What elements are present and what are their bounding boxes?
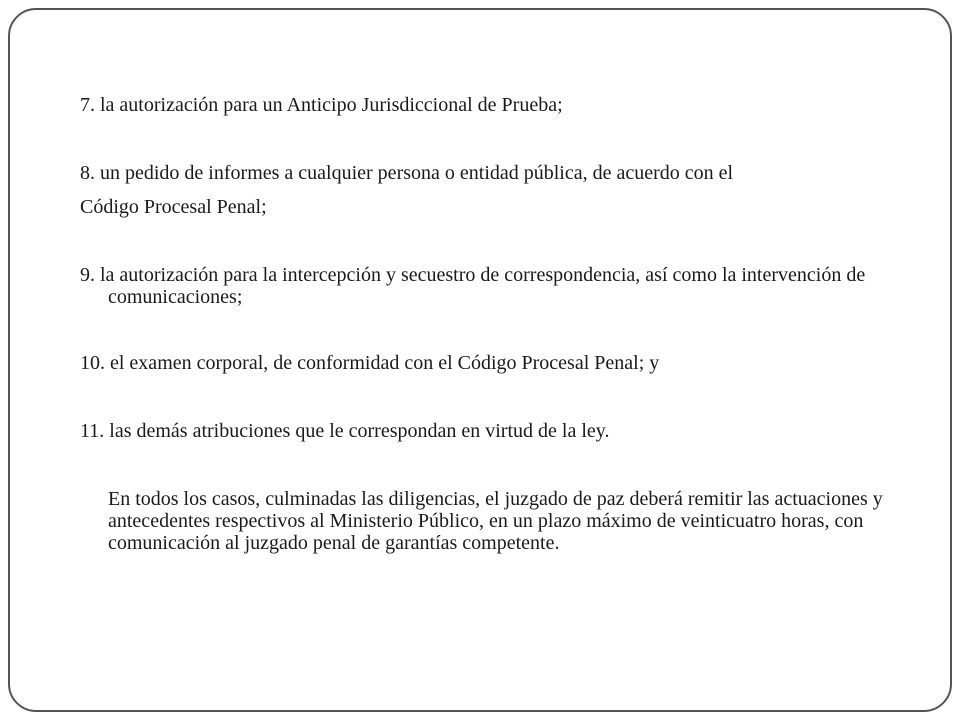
closing-paragraph: En todos los casos, culminadas las diligencias, el juzgado de paz deberá remitir las actuaciones y antecedentes respectivos al Ministerio Público, en un plazo máximo de veinticuatro horas, con comunicación al juzgado penal de garantías competente. <box>108 488 883 554</box>
list-item-10: 10. el examen corporal, de conformidad con el Código Procesal Penal; y <box>80 352 660 374</box>
list-item-9: 9. la autorización para la intercepción y secuestro de correspondencia, así como la intervención de comunicaciones; <box>80 264 866 308</box>
slide-frame <box>8 8 952 712</box>
list-item-7: 7. la autorización para un Anticipo Jurisdiccional de Prueba; <box>80 94 563 116</box>
list-item-8-line2: Código Procesal Penal; <box>80 196 267 218</box>
list-item-11: 11. las demás atribuciones que le correspondan en virtud de la ley. <box>80 420 610 442</box>
list-item-8-line1: 8. un pedido de informes a cualquier persona o entidad pública, de acuerdo con el <box>80 162 734 184</box>
